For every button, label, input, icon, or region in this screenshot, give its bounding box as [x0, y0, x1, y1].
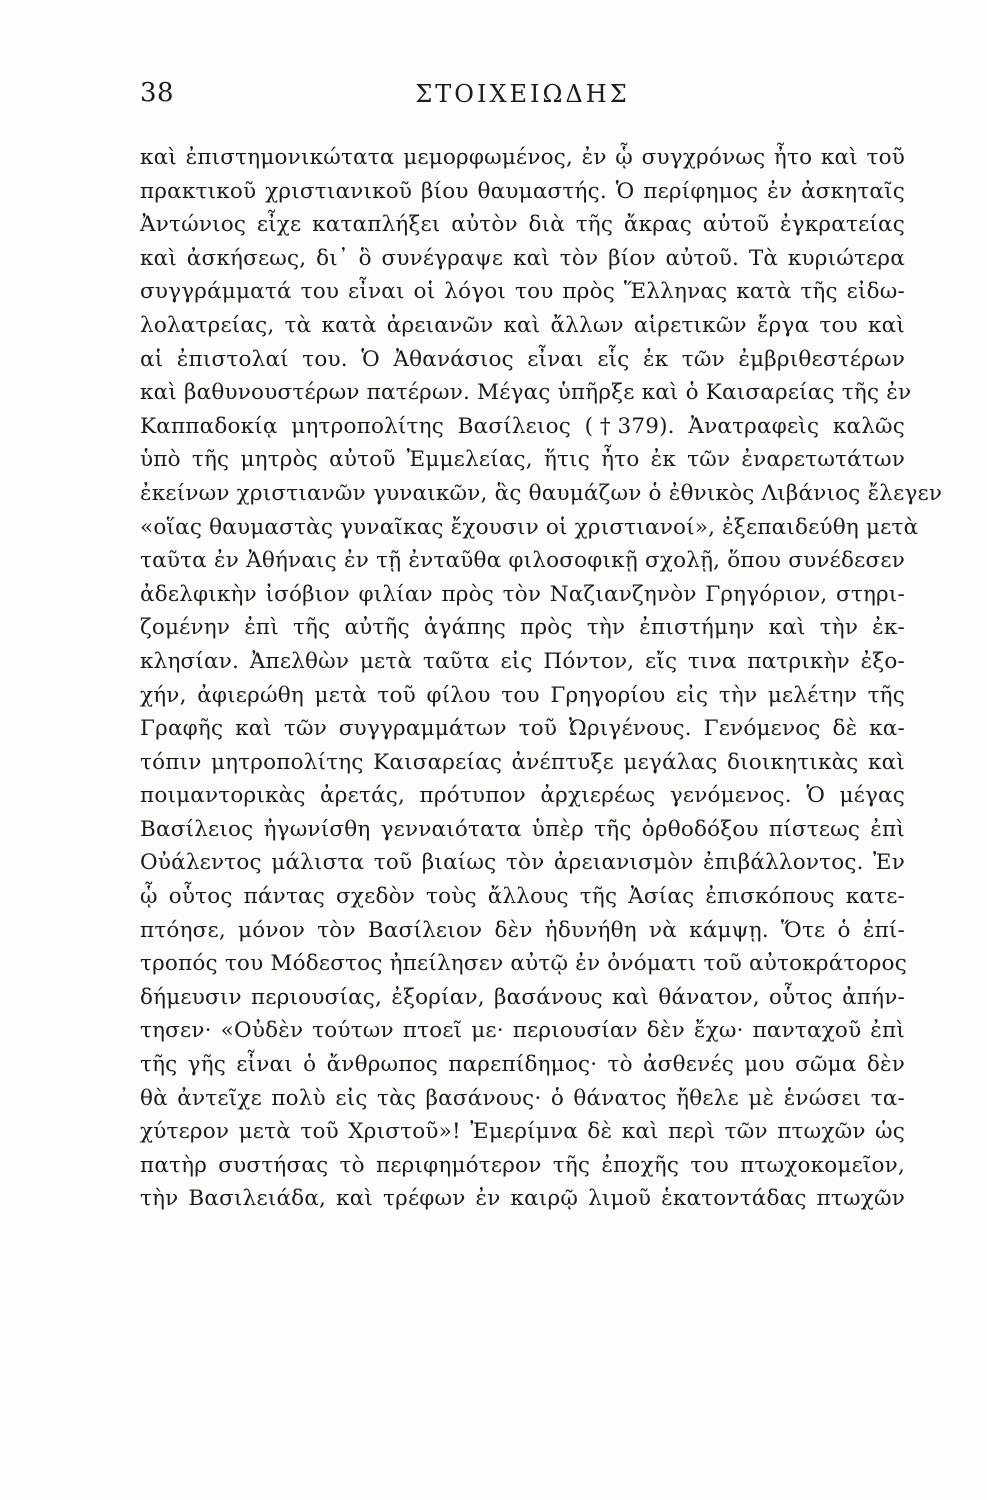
running-title: ΣΤΟΙΧΕΙΩΔΗΣ [415, 80, 630, 108]
text-line: πατὴρ συστήσας τὸ περιφημότερον τῆς ἐποχῆς του πτωχοκομεῖον, [140, 1152, 905, 1178]
text-line: ὑπὸ τῆς μητρὸς αὐτοῦ Ἐμμελείας, ἥτις ἦτο ἐκ τῶν ἐναρετωτάτων [140, 447, 905, 473]
text-line: Βασίλειος ἠγωνίσθη γενναιότατα ὑπὲρ τῆς ὀρθοδόξου πίστεως ἐπὶ [140, 816, 905, 842]
text-line: αἱ ἐπιστολαί του. Ὁ Ἀθανάσιος εἶναι εἷς ἐκ τῶν ἐμβριθεστέρων [140, 346, 905, 372]
text-line: καὶ βαθυνουστέρων πατέρων. Μέγας ὑπῆρξε καὶ ὁ Καισαρείας τῆς ἐν [140, 380, 912, 406]
text-line: δήμευσιν περιουσίας, ἐξορίαν, βασάνους καὶ θάνατον, οὗτος ἀπήν- [140, 984, 905, 1010]
text-line: ζομένην ἐπὶ τῆς αὐτῆς ἀγάπης πρὸς τὴν ἐπιστήμην καὶ τὴν ἐκ- [140, 615, 905, 641]
text-line: λολατρείας, τὰ κατὰ ἀρειανῶν καὶ ἄλλων αἱρετικῶν ἔργα του καὶ [140, 312, 905, 338]
text-line: «οἵας θαυμαστὰς γυναῖκας ἔχουσιν οἱ χριστιανοί», ἐξεπαιδεύθη μετὰ [140, 514, 919, 540]
text-line: κλησίαν. Ἀπελθὼν μετὰ ταῦτα εἰς Πόντον, εἴς τινα πατρικὴν ἐξο- [140, 648, 905, 674]
text-line: χύτερον μετὰ τοῦ Χριστοῦ»! Ἐμερίμνα δὲ καὶ περὶ τῶν πτωχῶν ὡς [140, 1119, 905, 1145]
text-line: θὰ ἀντεῖχε πολὺ εἰς τὰς βασάνους· ὁ θάνατος ἤθελε μὲ ἑνώσει τα- [140, 1085, 905, 1111]
text-line: ταῦτα ἐν Ἀθήναις ἐν τῇ ἐνταῦθα φιλοσοφικῇ σχολῇ, ὅπου συνέδεσεν [140, 548, 905, 574]
text-line: ἐκείνων χριστιανῶν γυναικῶν, ἃς θαυμάζων ὁ ἐθνικὸς Λιβάνιος ἔλεγεν [140, 480, 943, 506]
text-line: καὶ ἀσκήσεως, δι᾿ ὃ συνέγραψε καὶ τὸν βίον αὐτοῦ. Τὰ κυριώτερα [140, 245, 905, 271]
body-text [140, 141, 943, 1216]
text-line: καὶ ἐπιστημονικώτατα μεμορφωμένος, ἐν ᾧ συγχρόνως ἦτο καὶ τοῦ [140, 145, 905, 170]
text-line: τησεν· «Οὐδὲν τούτων πτοεῖ με· περιουσίαν δὲν ἔχω· πανταχοῦ ἐπὶ [140, 1018, 905, 1044]
page-number: 38 [140, 78, 175, 108]
text-line: ποιμαντορικὰς ἀρετάς, πρότυπον ἀρχιερέως γενόμενος. Ὁ μέγας [140, 783, 905, 809]
text-line: τῆς γῆς εἶναι ὁ ἄνθρωπος παρεπίδημος· τὸ ἀσθενές μου σῶμα δὲν [140, 1052, 905, 1078]
page-header [140, 78, 905, 118]
text-line: τὴν Βασιλειάδα, καὶ τρέφων ἐν καιρῷ λιμοῦ ἑκατοντάδας πτωχῶν [140, 1186, 905, 1212]
text-line: Ἀντώνιος εἶχε καταπλήξει αὐτὸν διὰ τῆς ἄκρας αὐτοῦ ἐγκρατείας [140, 212, 905, 238]
text-line: συγγράμματά του εἶναι οἱ λόγοι του πρὸς Ἕλληνας κατὰ τῆς εἰδω- [140, 279, 905, 305]
text-line: χήν, ἀφιερώθη μετὰ τοῦ φίλου του Γρηγορίου εἰς τὴν μελέτην τῆς [140, 682, 905, 708]
text-line: πτόησε, μόνον τὸν Βασίλειον δὲν ἠδυνήθη νὰ κάμψῃ. Ὅτε ὁ ἐπί- [140, 917, 905, 943]
text-line: Καππαδοκίᾳ μητροπολίτης Βασίλειος (†379). Ἀνατραφεὶς καλῶς [140, 413, 905, 439]
text-line: τροπός του Μόδεστος ἠπείλησεν αὐτῷ ἐν ὀνόματι τοῦ αὐτοκράτορος [140, 951, 907, 977]
text-line: Οὐάλεντος μάλιστα τοῦ βιαίως τὸν ἀρειανισμὸν ἐπιβάλλοντος. Ἐν [140, 850, 905, 876]
text-line: Γραφῆς καὶ τῶν συγγραμμάτων τοῦ Ὠριγένους. Γενόμενος δὲ κα- [140, 716, 905, 742]
text-line: ᾧ οὗτος πάντας σχεδὸν τοὺς ἄλλους τῆς Ἀσίας ἐπισκόπους κατε- [140, 884, 905, 910]
text-line: πρακτικοῦ χριστιανικοῦ βίου θαυμαστής. Ὁ περίφημος ἐν ἀσκηταῖς [140, 178, 905, 204]
text-line: τόπιν μητροπολίτης Καισαρείας ἀνέπτυξε μεγάλας διοικητικὰς καὶ [140, 749, 905, 775]
text-line: ἀδελφικὴν ἰσόβιον φιλίαν πρὸς τὸν Ναζιανζηνὸν Γρηγόριον, στηρι- [140, 581, 905, 607]
